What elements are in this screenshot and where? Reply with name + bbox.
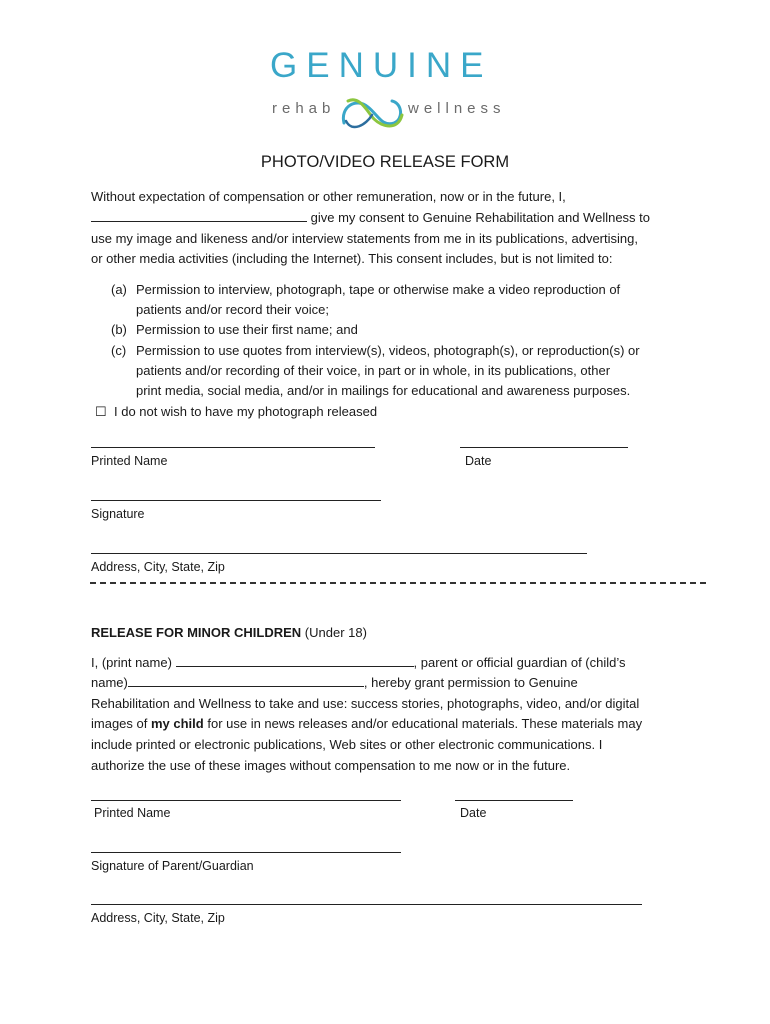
logo-right-word: wellness [408,100,506,117]
signature-label: Signature [91,507,145,521]
guardian-name-blank[interactable] [176,654,414,667]
address-line[interactable] [91,553,587,554]
minor-line-5: include printed or electronic publications, Web sites or other electronic communications. I [91,737,603,752]
name-blank-line[interactable] [91,209,307,222]
minor-line-2-a: name) [91,675,128,690]
minor-line-4-b: for use in news releases and/or educational materials. These materials may [203,716,643,731]
minor-line-1-a: I, (print name) [91,655,176,670]
list-c-line-1: Permission to use quotes from interview(s), videos, photograph(s), or reproduction(s) or [136,343,640,358]
minor-heading-rest: (Under 18) [301,625,367,640]
minor-date-line[interactable] [455,800,573,801]
section-divider [90,582,706,584]
list-b-line-1: Permission to use their first name; and [136,322,358,337]
date-label: Date [465,454,492,468]
opt-out-label: I do not wish to have my photograph released [114,404,378,419]
child-name-blank[interactable] [128,674,364,687]
guardian-signature-line[interactable] [91,852,401,853]
date-line[interactable] [460,447,628,448]
minor-line-4-bold: my child [150,716,204,731]
intro-line-3: use my image and likeness and/or interview statements from me in its publications, advertising, [91,231,638,246]
logo-wordmark: GENUINE [270,46,493,85]
minor-line-2 [91,673,578,694]
minor-line-1-b: , parent or official guardian of (child’s [413,655,626,670]
minor-address-label: Address, City, State, Zip [91,911,225,925]
list-c-line-3: print media, social media, and/or in mailings for educational and awareness purposes. [136,383,631,398]
minor-line-3: Rehabilitation and Wellness to take and use: success stories, photographs, video, and/or digital [91,696,640,711]
intro-line-2 [91,208,650,229]
list-marker-a: (a) [111,282,127,297]
minor-line-1 [91,653,626,674]
list-c-line-2: patients and/or recording of their voice, in part or in whole, in its publications, other [136,363,611,378]
address-label: Address, City, State, Zip [91,560,225,574]
infinity-logo-icon [338,93,406,135]
minor-printed-name-line[interactable] [91,800,401,801]
logo-left-word: rehab [272,100,336,117]
minor-heading-bold: RELEASE FOR MINOR CHILDREN [91,625,302,640]
opt-out-checkbox[interactable]: ☐ [95,404,107,419]
list-a-line-1: Permission to interview, photograph, tape or otherwise make a video reproduction of [136,282,621,297]
list-marker-c: (c) [111,343,127,358]
form-title: PHOTO/VIDEO RELEASE FORM [260,153,510,171]
minor-date-label: Date [460,806,487,820]
list-marker-b: (b) [111,322,127,337]
minor-printed-name-label: Printed Name [94,806,171,820]
minor-line-2-b: , hereby grant permission to Genuine [363,675,578,690]
minor-address-line[interactable] [91,904,642,905]
minor-heading [91,623,367,644]
intro-line-4: or other media activities (including the Internet). This consent includes, but is not limited to: [91,251,613,266]
minor-line-6: authorize the use of these images without compensation to me now or in the future. [91,758,571,773]
list-a-line-2: patients and/or record their voice; [136,302,329,317]
signature-line[interactable] [91,500,381,501]
printed-name-label: Printed Name [91,454,168,468]
minor-line-4-a: images of [91,716,151,731]
printed-name-line[interactable] [91,447,375,448]
guardian-signature-label: Signature of Parent/Guardian [91,859,254,873]
minor-line-4 [91,714,642,735]
intro-line-1: Without expectation of compensation or other remuneration, now or in the future, I, [91,189,566,204]
intro-line-2-text: give my consent to Genuine Rehabilitation and Wellness to [307,210,651,225]
